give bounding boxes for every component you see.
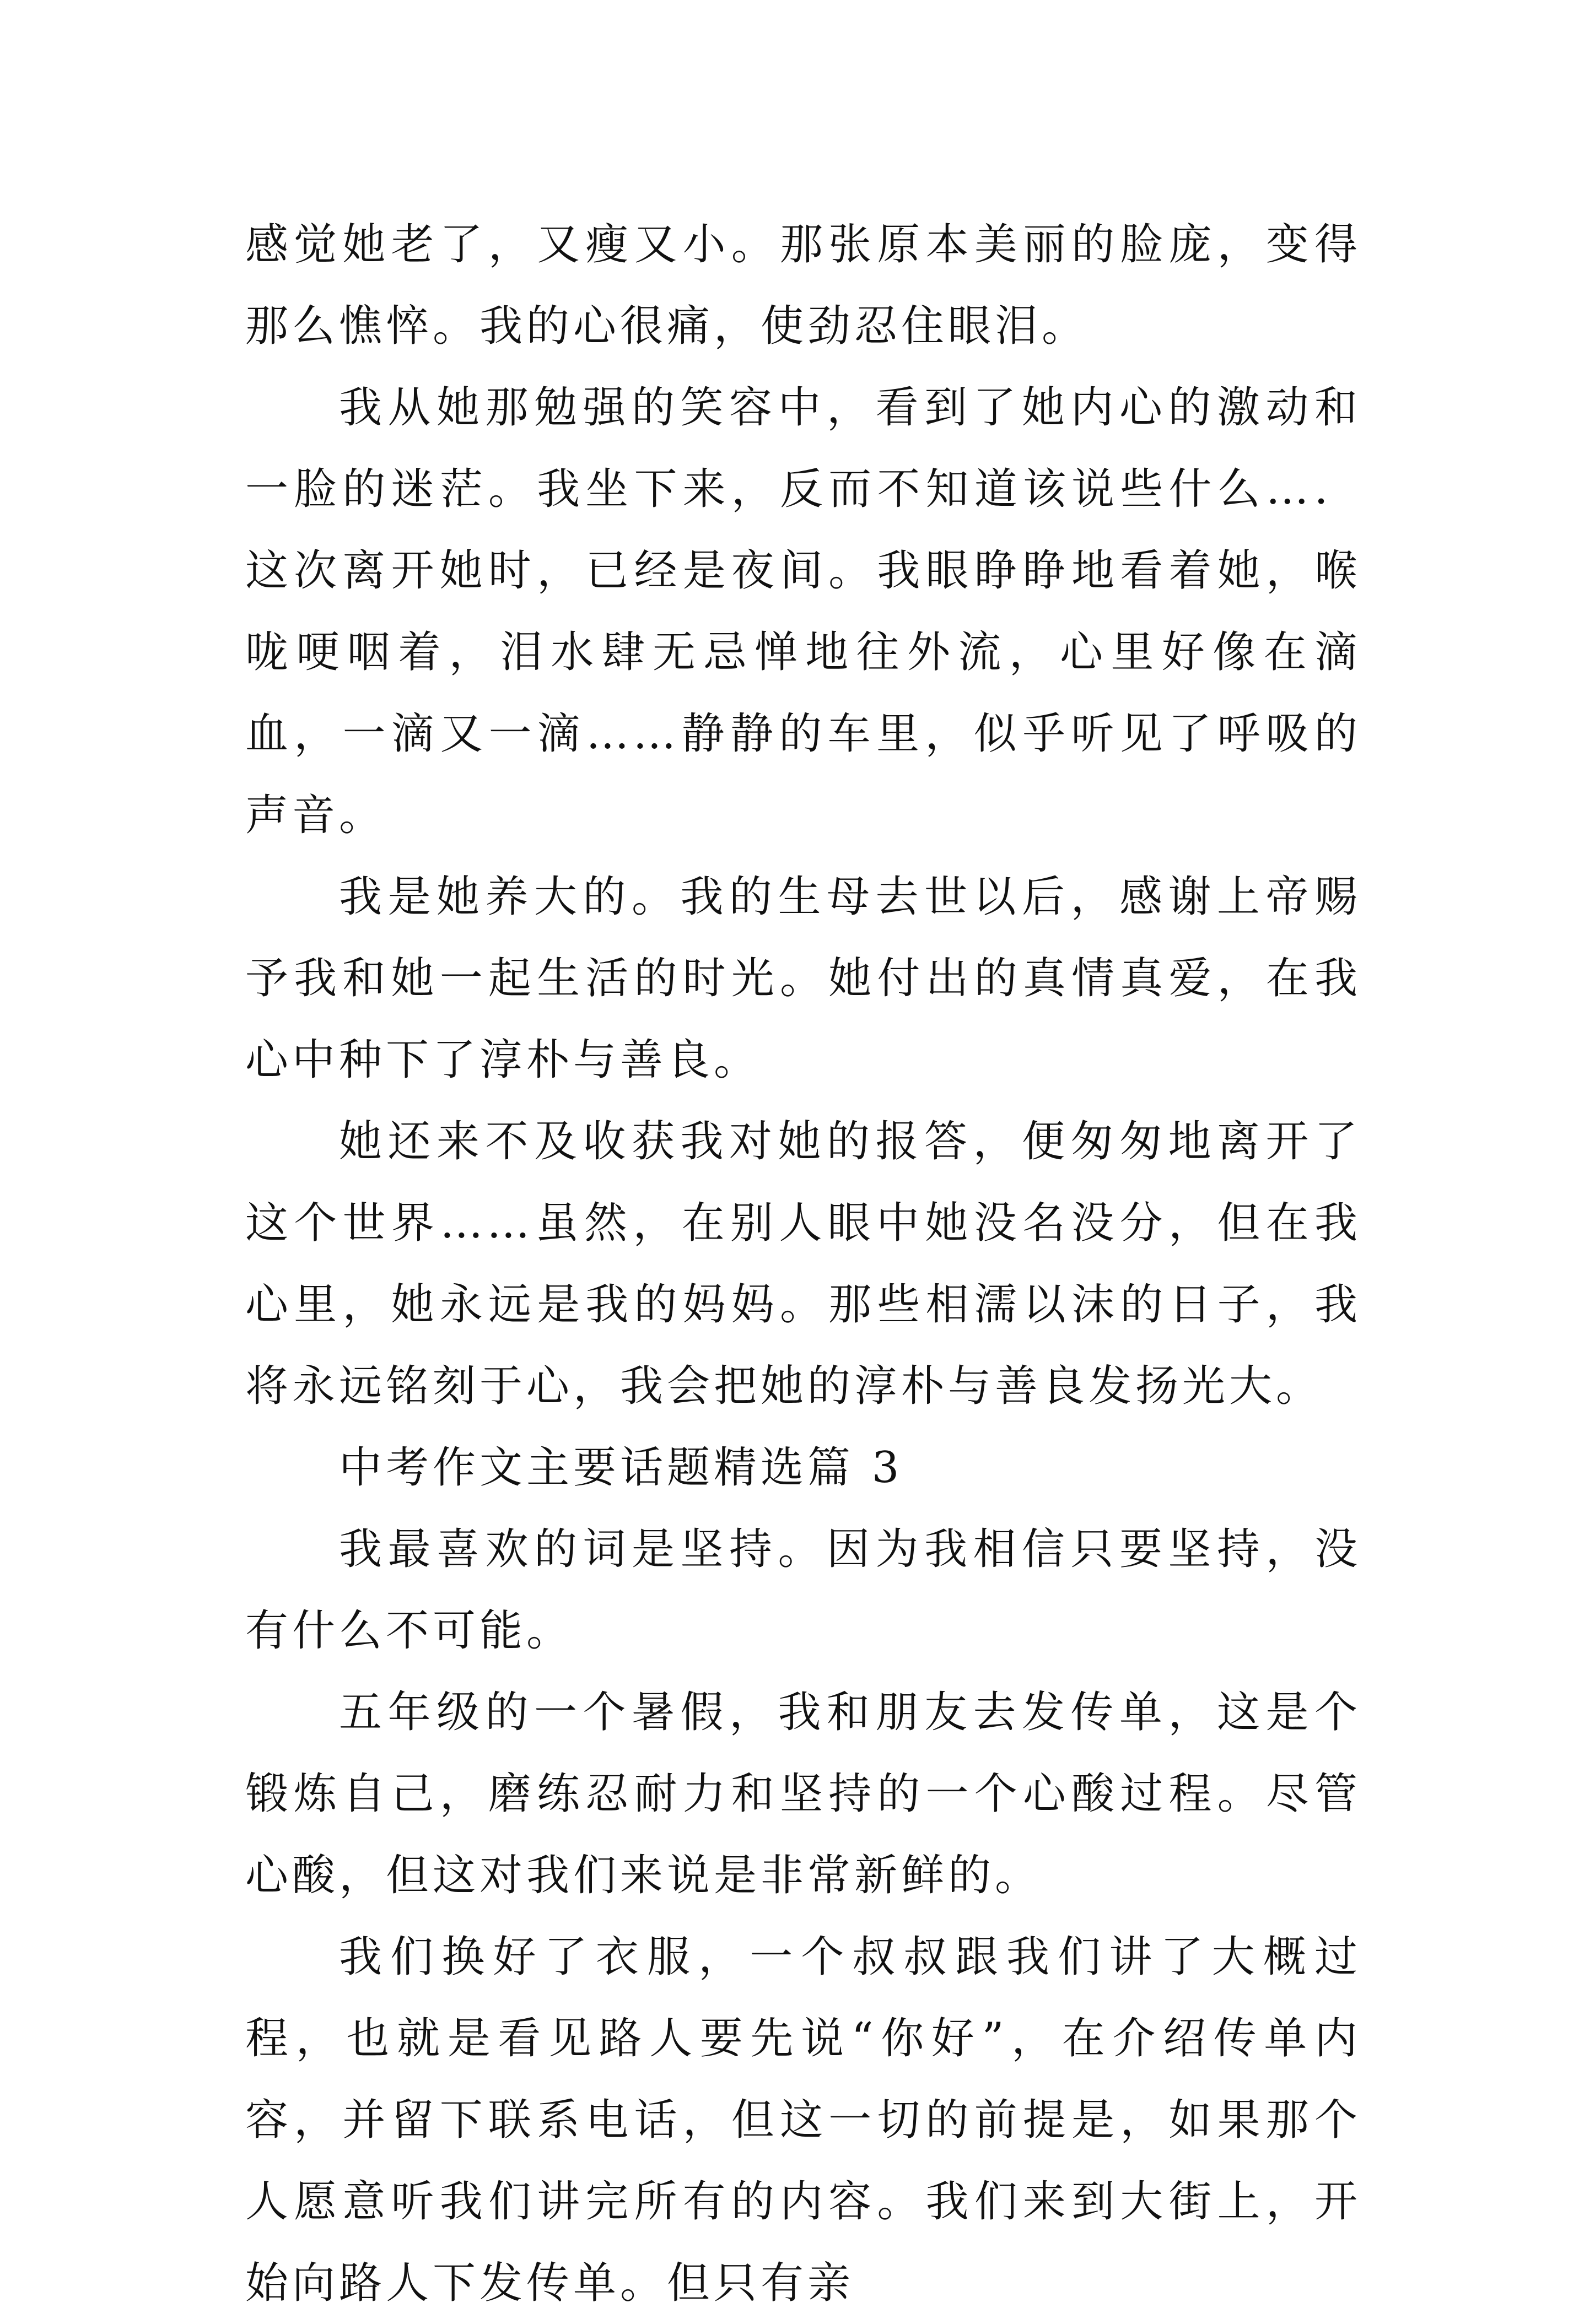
paragraph: 她还来不及收获我对她的报答，便匆匆地离开了这个世界……虽然，在别人眼中她没名没分，但在我心里，她永远是我的妈妈。那些相濡以沫的日子，我将永远铭刻于心，我会把她的淳朴与善良发扬光大。	[245, 1117, 1361, 1411]
paragraph: 我们换好了衣服，一个叔叔跟我们讲了大概过程，也就是看见路人要先说“你好”，在介绍传单内容，并留下联系电话，但这一切的前提是，如果那个人愿意听我们讲完所有的内容。我们来到大街上，开始向路人下发传单。但只有亲	[245, 1932, 1361, 2308]
document-body	[245, 204, 1361, 2324]
paragraph: 五年级的一个暑假，我和朋友去发传单，这是个锻炼自己，磨练忍耐力和坚持的一个心酸过程。尽管心酸，但这对我们来说是非常新鲜的。	[245, 1688, 1361, 1900]
paragraph: 我从她那勉强的笑容中，看到了她内心的激动和一脸的迷茫。我坐下来，反而不知道该说些什么…．这次离开她时，已经是夜间。我眼睁睁地看着她，喉咙哽咽着，泪水肆无忌惮地往外流，心里好像在滴血，一滴又一滴……静静的车里，似乎听见了呼吸的声音。	[245, 383, 1361, 840]
paragraph-continuation: 感觉她老了，又瘦又小。那张原本美丽的脸庞，变得那么憔悴。我的心很痛，使劲忍住眼泪。	[245, 220, 1361, 351]
section-heading: 中考作文主要话题精选篇 3	[339, 1443, 903, 1493]
paragraph: 我最喜欢的词是坚持。因为我相信只要坚持，没有什么不可能。	[245, 1525, 1361, 1656]
paragraph: 我是她养大的。我的生母去世以后，感谢上帝赐予我和她一起生活的时光。她付出的真情真爱，在我心中种下了淳朴与善良。	[245, 872, 1361, 1085]
